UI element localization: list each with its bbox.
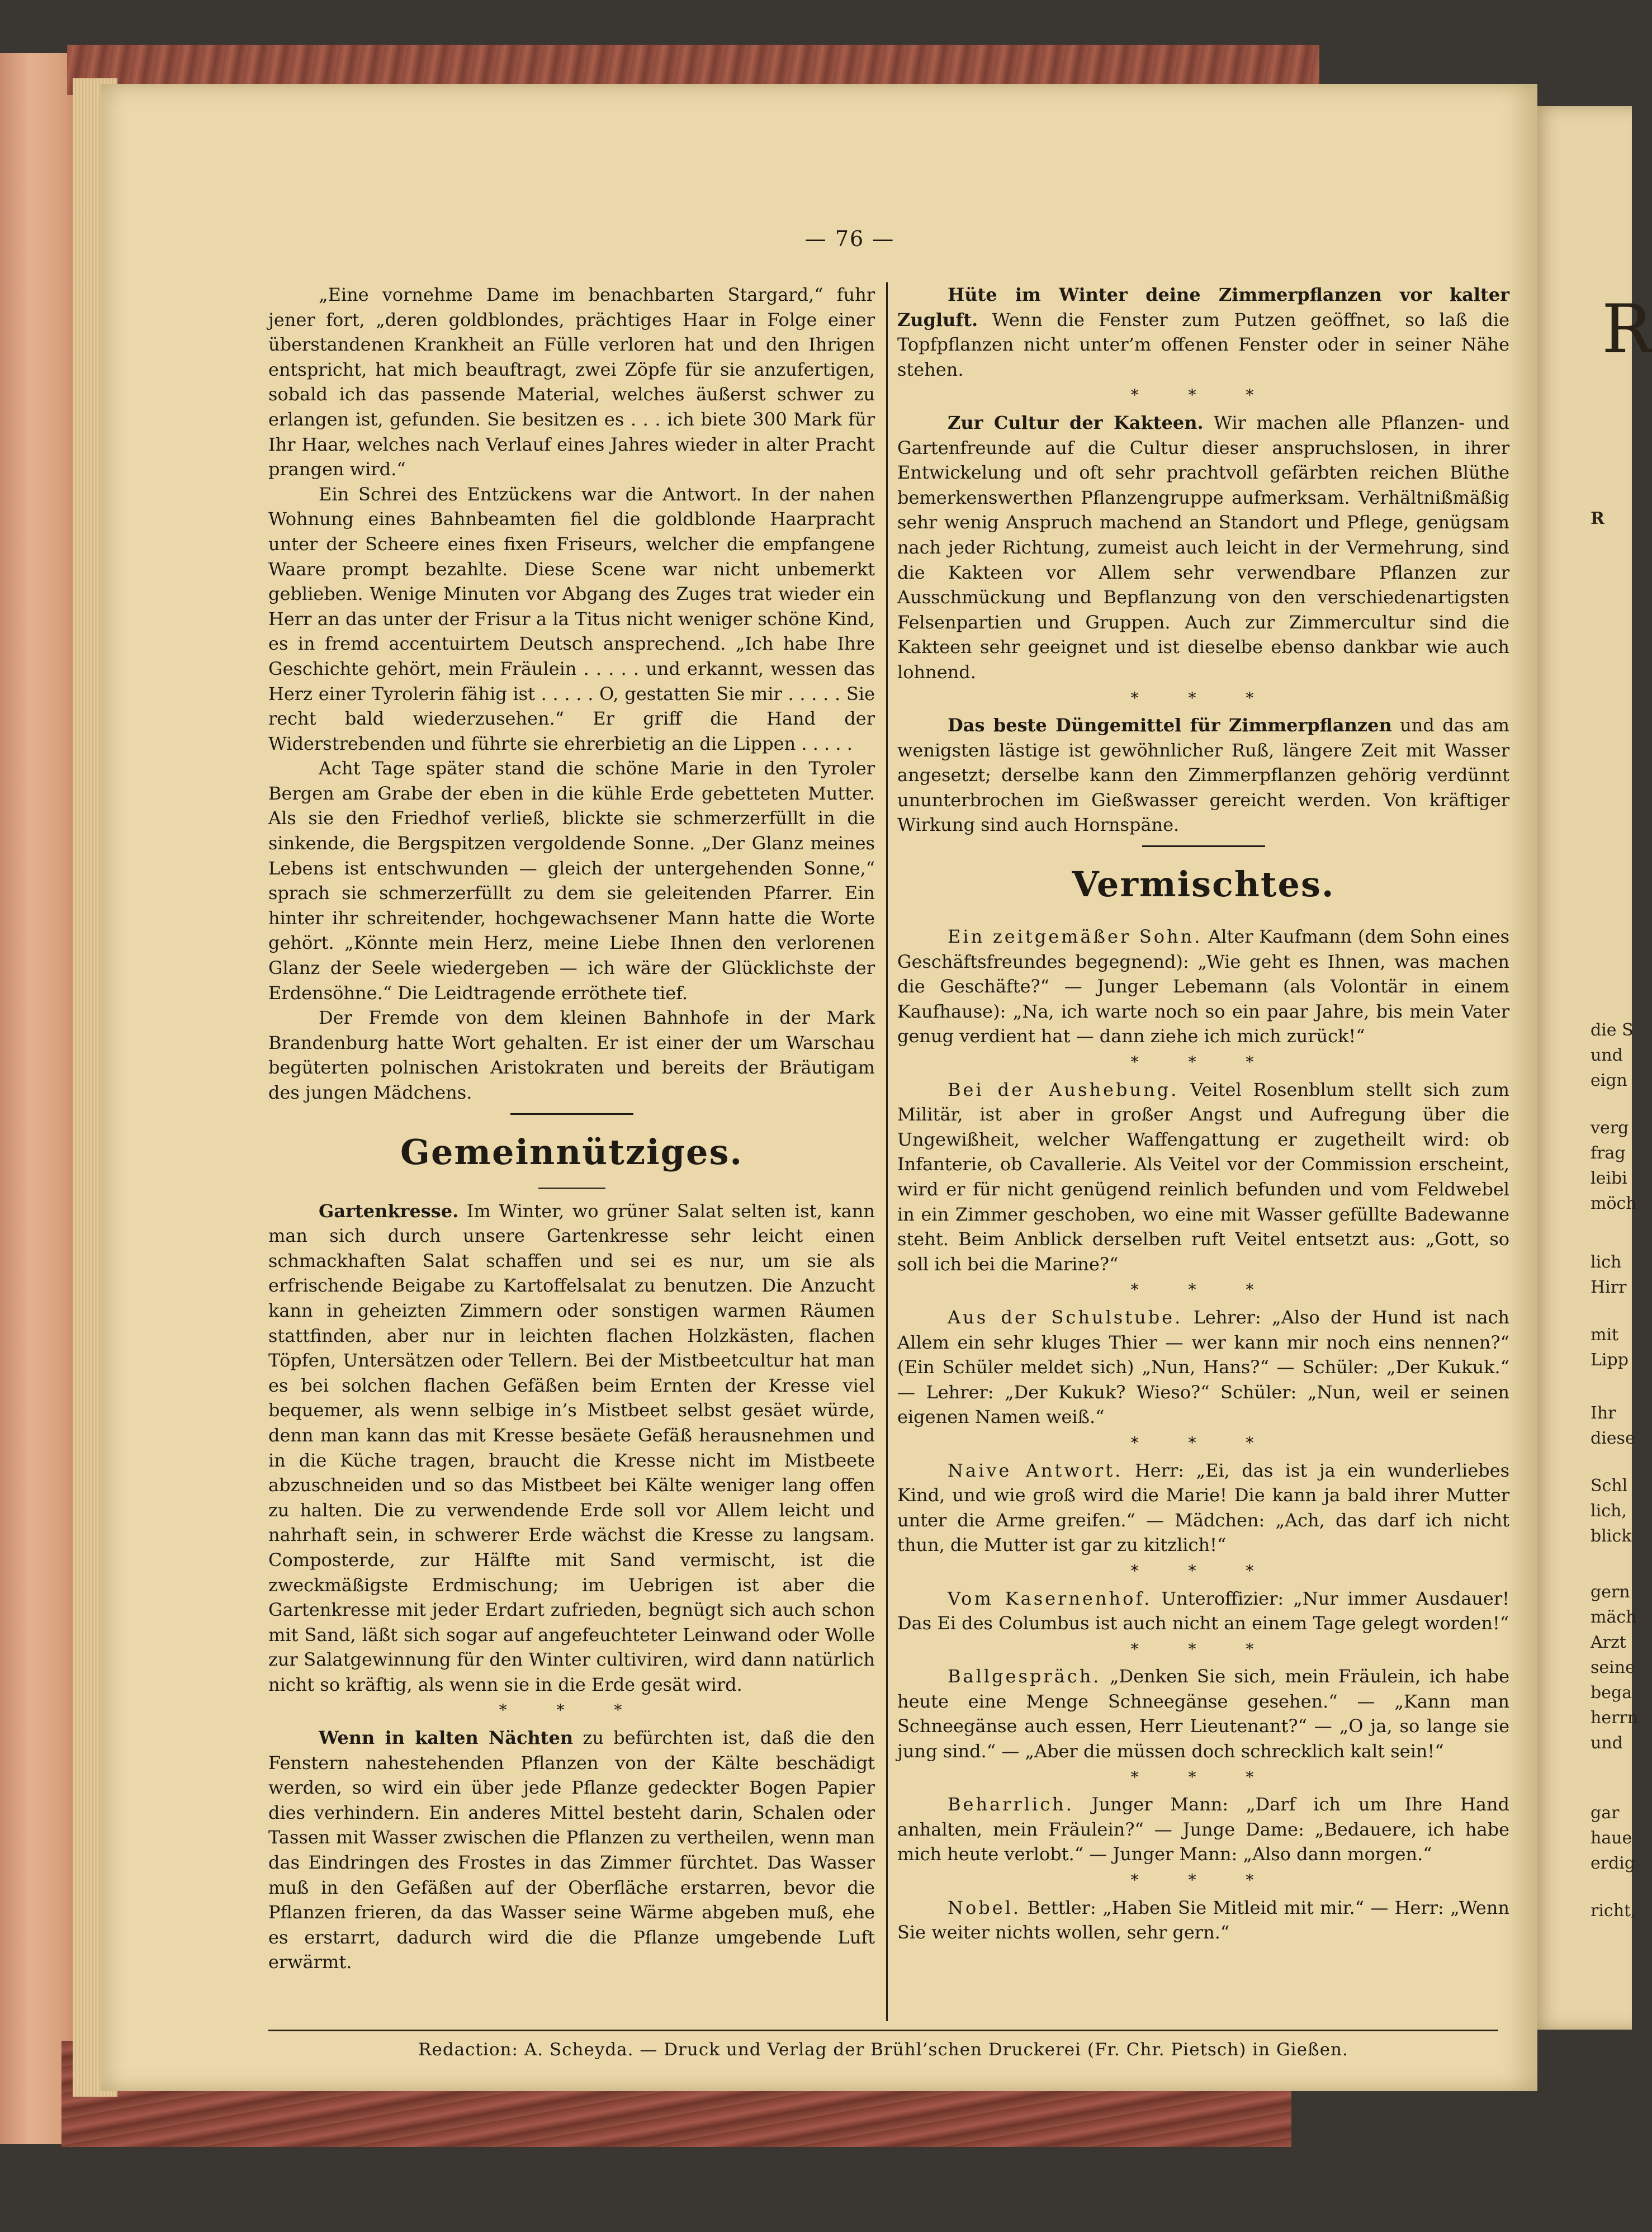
joke-item [897, 1586, 1509, 1636]
story-paragraph: Ein Schrei des Entzückens war die Antwort. In der nahen Wohnung eines Bahnbeamten fiel die goldblonde Haarpracht unter der Scheere eines fixen Friseurs, welcher die empfangene Waare prompt bezahlte. Diese Scene war nicht unbemerkt geblieben. Wenige Minuten vor Abgang des Zuges trat wieder ein Herr an das unter der Frisur a la Titus nicht weniger schöne Kind, es in fremd accentuirtem Deutsch ansprechend. „Ich habe Ihre Geschichte gehört, mein Fräulein . . . . . und erkannt, wessen das Herz einer Tyrolerin fähig ist . . . . . O, gestatten Sie mir . . . . . Sie recht bald wiederzusehen.“ Er griff die Hand der Widerstrebenden und führte sie ehrerbietig an die Lippen . . . . . [268, 483, 875, 754]
next-page-line: Lipp [1591, 1350, 1629, 1370]
asterism-separator: * * * [1130, 386, 1276, 405]
section-title-gemeinnuetziges: Gemeinnütziges. [400, 1131, 743, 1172]
section-rule [510, 1113, 633, 1115]
joke-item [897, 924, 1509, 1049]
next-page-big-letter: R [1602, 291, 1652, 368]
article-zugluft [897, 282, 1509, 382]
asterism-separator: * * * [1130, 1280, 1276, 1299]
next-page-line: leibi [1591, 1169, 1627, 1188]
spacer [897, 910, 1509, 924]
asterism-separator: * * * [1130, 1561, 1276, 1580]
next-page-line: mit [1591, 1325, 1619, 1345]
asterism-separator: * * * [1130, 1053, 1276, 1072]
joke-title: Naive Antwort. [948, 1459, 1123, 1481]
article-lead: Das beste Düngemittel für Zimmerpflanzen [948, 715, 1392, 736]
next-page-line: gar [1591, 1803, 1620, 1823]
article-lead: Gartenkresse. [319, 1200, 459, 1222]
next-page-line: haue [1591, 1828, 1632, 1848]
joke-text: Alter Kaufmann (dem Sohn eines Geschäftsfreundes begegnend): „Wie geht es Ihnen, was machen die Geschäfte?“ — Junger Lebemann (als Volontär in einem Kaufhause): „Na, ich warte noch so ein paar Jahre, bis mein Vater genug verdient hat — dann ziehe ich mich zurück!“ [897, 926, 1510, 1047]
article-duengemittel [897, 713, 1509, 838]
joke-title: Beharrlich. [948, 1794, 1074, 1815]
next-page-line: möch [1591, 1194, 1637, 1213]
article-gartenkresse [268, 1199, 875, 1697]
article-text: zu befürchten ist, daß die den Fenstern nahestehenden Pflanzen von der Kälte beschädigt werden, so wird ein über jede Pflanze gedeckter Bogen Papier dies verhindern. Ein anderes Mittel besteht darin, Schalen oder Tassen mit Wasser zwischen die Pflanzen zu vertheilen, wenn man das Eindringen des Frostes in das Zimmer fürchtet. Das Wasser muß in den Gefäßen auf der Oberfläche erstarren, bevor die Pflanzen frieren, da das Wasser seine Wärme abgeben muß, ehe es erstarrt, dadurch wird die die Pflanze umgebende Luft erwärmt. [268, 1727, 875, 1973]
next-page-line: gern [1591, 1582, 1630, 1602]
column-divider [886, 282, 888, 2021]
next-page-heading-fragment: R [1591, 509, 1604, 528]
joke-title: Nobel. [948, 1897, 1021, 1918]
next-page-line: Arzt [1591, 1633, 1626, 1652]
joke-text: Veitel Rosenblum stellt sich zum Militär, ist aber in großer Angst und Aufregung über die Ungewißheit, welcher Waffengattung er zugetheilt wird: ob Infanterie, ob Cavallerie. Als Veitel vor der Commission erscheint, wird er für nicht genügend reinlich befunden und vom Feldwebel in ein Zimmer geschoben, wo eine mit Wasser gefüllte Badewanne steht. Beim Anblick derselben ruft Veitel entsetzt aus: „Gott, so soll ich bei die Marine?“ [897, 1079, 1510, 1275]
next-page-line: lich, [1591, 1501, 1627, 1521]
joke-text: Herr: „Ei, das ist ja ein wunderliebes Kind, und wie groß wird die Marie! Die kann ja bald ihrer Mutter unter die Arme greifen.“ — Mädchen: „Ach, das darf ich nicht thun, die Mutter ist gar zu kitzlich!“ [897, 1459, 1510, 1556]
article-kalte-naechte [268, 1725, 875, 1975]
next-page-line: mäch [1591, 1607, 1637, 1627]
article-lead: Wenn in kalten Nächten [319, 1727, 574, 1749]
imprint-line: Redaction: A. Scheyda. — Druck und Verlag der Brühl’schen Druckerei (Fr. Chr. Pietsch) in Gießen. [418, 2040, 1348, 2060]
next-page-line: verg [1591, 1118, 1629, 1138]
joke-title: Vom Kasernenhof. [948, 1587, 1152, 1609]
section-rule-short [538, 1188, 605, 1189]
joke-text: „Denken Sie sich, mein Fräulein, ich habe heute eine Menge Schneegänse gesehen.“ — „Kann man Schneegänse auch essen, Herr Lieutenant?“ — „O ja, so lange sie jung sind.“ — „Aber die müssen doch schrecklich kalt sein!“ [897, 1666, 1509, 1762]
story-paragraph: Der Fremde von dem kleinen Bahnhofe in der Mark Brandenburg hatte Wort gehalten. Er ist einer der um Warschau begüterten polnischen Aristokraten und bereits der Bräutigam des jungen Mädchens. [268, 1007, 875, 1103]
joke-title: Aus der Schulstube. [948, 1306, 1183, 1328]
joke-item [897, 1458, 1509, 1558]
joke-item [897, 1077, 1509, 1277]
next-page-line: die S [1591, 1020, 1634, 1040]
joke-text: Junger Mann: „Darf ich um Ihre Hand anhalten, mein Fräulein?“ — Junge Dame: „Bedauere, ich habe mich heute verlobt.“ — Junger Mann: „Also dann morgen.“ [897, 1794, 1509, 1865]
next-page-line: lich [1591, 1252, 1622, 1272]
next-page-line: diese [1591, 1429, 1635, 1448]
left-column [268, 282, 875, 1975]
asterism-separator: * * * [1130, 1433, 1276, 1452]
left-book-cover [0, 53, 84, 2144]
page-number: — 76 — [804, 226, 895, 251]
next-page-line: und [1591, 1046, 1623, 1065]
story-paragraph: „Eine vornehme Dame im benachbarten Stargard,“ fuhr jener fort, „deren goldblondes, prächtiges Haar in Folge einer überstandenen Krankheit an Fülle verloren hat und den Ihrigen entspricht, hat mich beauftragt, zwei Zöpfe für sie anzufertigen, sobald ich das passende Material, welches äußerst schwer zu erlangen ist, gefunden. Sie besitzen es . . . ich biete 300 Mark für Ihr Haar, welches nach Verlauf eines Jahres wieder in alter Pracht prangen wird.“ [268, 284, 875, 480]
article-kakteen [897, 410, 1509, 685]
asterism-separator: * * * [499, 1701, 645, 1720]
asterism-separator: * * * [1130, 1871, 1276, 1890]
asterism-separator: * * * [1130, 1639, 1276, 1658]
joke-title: Bei der Aushebung. [948, 1079, 1179, 1100]
asterism-separator: * * * [1130, 1767, 1276, 1786]
next-page-line: Hirr [1591, 1278, 1627, 1297]
article-lead: Hüte im Winter deine Zimmerpflanzen vor kalter Zugluft. [897, 284, 1509, 330]
joke-text: Bettler: „Haben Sie Mitleid mit mir.“ — Herr: „Wenn Sie weiter nichts wollen, sehr gern.“ [897, 1897, 1509, 1943]
next-page-line: und [1591, 1733, 1623, 1753]
article-text: Wenn die Fenster zum Putzen geöffnet, so laß die Topfpflanzen nicht unter’m offenen Fenster oder in seiner Nähe stehen. [897, 309, 1509, 380]
article-text: Wir machen alle Pflanzen- und Gartenfreunde auf die Cultur dieser anspruchslosen, in ihrer Entwickelung und oft sehr prachtvoll gefärbten reichen Blüthe bemerkenswerthen Pflanzengruppe aufmerksam. Verhältnißmäßig sehr wenig Anspruch machend an Standort und Pflege, genügsam nach jeder Richtung, zumeist auch leicht in der Vermehrung, sind die Kakteen vor Allem sehr verwendbare Pflanzen zur Ausschmückung und Bepflanzung von den verschiedenartigsten Felsenpartien und Gruppen. Auch zur Zimmercultur sind die Kakteen sehr geeignet und ist dieselbe ebenso dankbar wie auch lohnend. [897, 412, 1510, 683]
joke-title: Ein zeitgemäßer Sohn. [948, 926, 1203, 948]
next-page-line: herrn [1591, 1708, 1639, 1728]
footer-rule [268, 2030, 1498, 2031]
next-page-line: Schl [1591, 1476, 1628, 1496]
next-page-line: bega [1591, 1683, 1632, 1703]
joke-item [897, 1895, 1509, 1945]
next-page-line: eign [1591, 1071, 1627, 1090]
next-page-line: seine [1591, 1658, 1635, 1677]
joke-item [897, 1792, 1509, 1867]
joke-item [897, 1305, 1509, 1430]
joke-title: Ballgespräch. [948, 1666, 1101, 1687]
next-page-line: Ihr [1591, 1403, 1616, 1423]
adjacent-page-fragment [1529, 106, 1652, 2030]
section-rule [1142, 845, 1265, 847]
article-text: und das am wenigsten lästige ist gewöhnlicher Ruß, längere Zeit mit Wasser angesetzt; derselbe kann den Zimmerpflanzen gehörig verdünnt ununterbrochen im Gießwasser gereicht werden. Von kräftiger Wirkung sind auch Hornspäne. [897, 715, 1509, 836]
right-column [897, 282, 1509, 1945]
story-paragraph: Acht Tage später stand die schöne Marie in den Tyroler Bergen am Grabe der eben in die kühle Erde gebetteten Mutter. Als sie den Friedhof verließ, blickte sie schmerzerfüllt in die sinkende, die Bergspitzen vergoldende Sonne. „Der Glanz meines Lebens ist entschwunden — gleich der untergehenden Sonne,“ sprach sie schmerzerfüllt zu dem sie geleitenden Pfarrer. Ein hinter ihr schreitender, hochgewachsener Mann hatte die Worte gehört. „Könnte mein Herz, meine Liebe Ihnen den verlorenen Glanz der Seele wiedergeben — ich wäre der Glücklichste der Erdensöhne.“ Die Leidtragende erröthete tief. [268, 758, 875, 1004]
joke-text: Lehrer: „Also der Hund ist nach Allem ein sehr kluges Thier — wer kann mir noch eins nennen?“ (Ein Schüler meldet sich) „Nun, Hans?“ — Schüler: „Der Kukuk.“ — Lehrer: „Der Kukuk? Wieso?“ Schüler: „Nun, weil er seinen eigenen Namen weiß.“ [897, 1306, 1510, 1428]
section-title-vermischtes: Vermischtes. [1072, 864, 1335, 905]
article-lead: Zur Cultur der Kakteen. [948, 412, 1204, 433]
next-page-line: frag [1591, 1143, 1626, 1163]
next-page-line: richt, [1591, 1901, 1636, 1921]
next-page-line: erdig [1591, 1853, 1636, 1873]
asterism-separator: * * * [1130, 688, 1276, 707]
joke-item [897, 1664, 1509, 1763]
joke-text: Unteroffizier: „Nur immer Ausdauer! Das Ei des Columbus ist auch nicht an einem Tage gelegt worden!“ [897, 1587, 1509, 1634]
article-text: Im Winter, wo grüner Salat selten ist, kann man sich durch unsere Gartenkresse sehr leicht einen schmackhaften Salat schaffen und sei es nur, um sie als erfrischende Beigabe zu Kartoffelsalat zu benutzen. Die Anzucht kann in geheizten Zimmern oder sonstigen warmen Räumen stattfinden, aber nur in leichten flachen Holzkästen, flachen Töpfen, Untersätzen oder Tellern. Bei der Mistbeetcultur hat man es bei solchen flachen Gefäßen beim Ernten der Kresse viel bequemer, als wenn selbige in’s Mistbeet selbst gesäet würde, denn man kann das mit Kresse besäete Gefäß herausnehmen und in die Küche tragen, braucht die Kresse nicht im Mistbeete abzuschneiden und so das Mistbeet bei Kälte weniger lang offen zu halten. Die zu verwendende Erde soll vor Allem leicht und nahrhaft sein, in schwerer Erde wächst die Kresse zu langsam. Composterde, zur Hälfte mit Sand vermischt, ist die zweckmäßigste Erdmischung; im Uebrigen ist aber die Gartenkresse mit jeder Erdart zufrieden, begnügt sich auch schon mit Sand, läßt sich sogar auf angefeuchteter Leinwand oder Wolle zur Salatgewinnung für den Winter cultiviren, wird dann natürlich nicht so kräftig, als wenn sie in die Erde gesät wird. [268, 1200, 875, 1695]
next-page-line: blick [1591, 1526, 1632, 1546]
